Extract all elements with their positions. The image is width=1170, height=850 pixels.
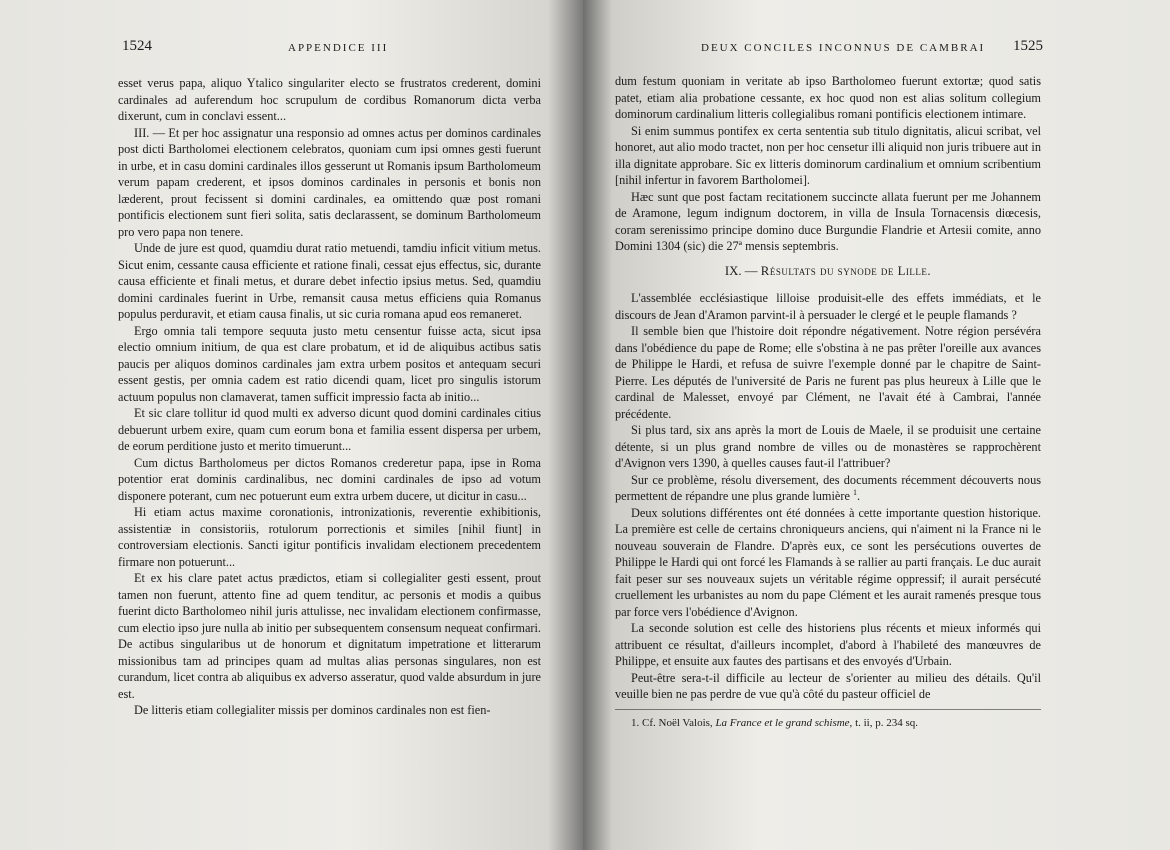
paragraph: esset verus papa, aliquo Ytalico singulariter electo se frustratos crederent, domini cardinales ad auferendum hoc scrupulum de cordibus Romanorum dicta verba dixerunt, cum in conclavi essent... [118, 76, 541, 123]
page-number: 1525 [1013, 38, 1043, 54]
left-page [0, 0, 583, 850]
footnote [615, 716, 1041, 730]
paragraph: Hi etiam actus maxime coronationis, intronizationis, reverentie exhibitionis, assistentiæ in consistoriis, rotulorum porrectionis et similes [nihil fiunt] in controversiam electionis. Sancti igitur pontificis invalidam electionem precedentem firmare non potuerunt... [118, 505, 541, 569]
paragraph: Si enim summus pontifex ex certa sententia sub titulo dignitatis, alicui scribat, vel honoret, aut alio modo tractet, non per hoc censetur illi aliquid non juris tribuere aut in illa dignitate approbare. Sic ex litteris dominorum cardinalium et omnium scribentium [nihil infertur in favorem Bartholomei]. [615, 123, 1041, 187]
paragraph: L'assemblée ecclésiastique lilloise produisit-elle des effets immédiats, et le discours de Jean d'Aramon parvint-il à persuader le clergé et le peuple flamands ? [615, 291, 1041, 322]
footnote-suffix: t. ii, p. 234 sq. [855, 716, 919, 729]
footnote-prefix: Cf. Noël Valois, [642, 716, 713, 729]
section-title: Résultats du synode de Lille. [760, 263, 932, 278]
paragraph: Si plus tard, six ans après la mort de Louis de Maele, il se produisit une certaine détente, si un plus grand nombre de villes ou de monastères se rapprochèrent d'Avignon vers 1390, à quelles causes faut-il l'attribuer? [615, 423, 1041, 470]
paragraph: Et ex his clare patet actus prædictos, etiam si collegialiter gesti essent, prout tamen non fuerunt, attento fine ad quem tenditur, ac personis et modis a quibus fuerint dicto Bartholomeo nihil juris attulisse, nec invalidam electionem confirmasse, cum electio ipso jure nulla ab initio per subsequentem consensum nequeat confirmari. De actibus singularibus ut de honorum et dignitatum impetratione et litterarum missionibus tam ad principes quam ad multas alias personas singulares, non est curandum, licet contra ab aliquibus ex adverso asseratur, quod valde absurdum in jure est. [118, 571, 541, 701]
section-heading [615, 263, 1041, 280]
paragraph: III. — Et per hoc assignatur una responsio ad omnes actus per dominos cardinales post dicti Bartholomei electionem celebratos, quoniam cum ipsi omnes gesti fuerunt in urbe, et in casu domini cardinales illos gesserunt ut Romanis ipsum Bartholomeum verum papam crederent, et ipsos dominos cardinales in personis et bonis non læderent, prout fecissent si domini cardinales, ea omittendo quæ post romani pontificis electionem sunt fieri solita, satis declarassent, se dominum Bartholomeum pro vero papa non tenere. [118, 125, 541, 239]
footnote-title: La France et le grand schisme, [715, 716, 853, 729]
paragraph: Et sic clare tollitur id quod multi ex adverso dicunt quod domini cardinales citius debuerunt urbem exire, quam cum eorum bona et familia essent dispersa per urbem, de eorum perditione justo et merito timuerunt... [118, 406, 541, 453]
paragraph: Cum dictus Bartholomeus per dictos Romanos crederetur papa, ipse in Roma potentior erat dominis cardinalibus, nec domini cardinales de ipso ad votum disponere poterant, cum nec potuerunt eum extra urbem ducere, ut dicitur in casu... [118, 455, 541, 503]
paragraph: dum festum quoniam in veritate ab ipso Bartholomeo fuerunt extortæ; quod satis patet, etiam alia probatione cessante, ex hoc quod non est alias solitum collegium dominorum cardinalium litteris collegialibus romani pontificis electionem intimare. [615, 74, 1041, 121]
paragraph: Sur ce problème, résolu diversement, des documents récemment découverts nous permettent de répandre une plus grande lumière $^1$. [615, 472, 1041, 503]
paragraph: Unde de jure est quod, quamdiu durat ratio metuendi, tamdiu inficit vitium metus. Sicut enim, cessante causa efficiente et ratione finali, cessat ejus effectus, sic, durante causa efficiente et finali metus, et durare debet infectio ipsius metus. Sed, quamdiu domini cardinales fuerint in Urbe, remansit causa metus efficiens quia Romanus populus perduravit, et etiam causa finalis, ut sic curia romana apud eos remaneret. [118, 241, 541, 321]
paragraph: Hæc sunt que post factam recitationem succincte allata fuerunt per me Johannem de Aramone, legum indignum doctorem, in villa de Insula Tornacensis diœcesis, coram serenissimo principe domino duce Burgundie Flandrie et Artesii comite, anno Domini 1304 (sic) die 27ª mensis septembris. [615, 189, 1041, 253]
section-number: IX. — [724, 263, 758, 278]
page-body [118, 75, 541, 719]
page-number: 1524 [122, 38, 152, 54]
page-body [615, 73, 1041, 730]
paragraph: Deux solutions différentes ont été données à cette importante question historique. La première est celle de certains chroniqueurs anciens, qui n'aiment ni la France ni le nouveau souverain de Flandre. D'après eux, ce sont les persécutions ouvertes de Philippe le Hardi qui ont forcé les Flamands à se rallier au parti français. Le duc aurait fait peser sur ses nouveaux sujets un véritable régime oppressif; il aurait persécuté cruellement les urbanistes au nom du pape Clément et les aurait ramenés presque tous par force vers l'obédience d'Avignon. [615, 505, 1041, 619]
paragraph: De litteris etiam collegialiter missis per dominos cardinales non est fien- [134, 703, 491, 717]
paragraph: La seconde solution est celle des historiens plus récents et mieux informés qui attribuent ce résultat, d'ailleurs incomplet, d'abord à l'habileté des manœuvres de Philippe, et ensuite aux fautes des partisans et des envoyés d'Urbain. [615, 621, 1041, 668]
running-head: APPENDICE III [288, 42, 389, 54]
paragraph: Ergo omnia tali tempore sequuta justo metu censentur fuisse acta, sicut ipsa electio omnium initium, de qua est clare probatum, et id de aliquibus actibus satis paucis per aliquos dominos cardinales jam extra urbem positos et antequam securi essent gestis, per omnia cadem est ratio dicendi quam, licet pro singulis istorum actuum populus non clamaverat, tamen sufficit impressio facta ab initio... [118, 323, 541, 404]
running-head: DEUX CONCILES INCONNUS DE CAMBRAI [701, 42, 986, 54]
footnote-divider [615, 709, 1041, 710]
footnote-reference: 1 [853, 487, 857, 497]
paragraph: Peut-être sera-t-il difficile au lecteur de s'orienter au milieu des détails. Qu'il veuille bien ne pas perdre de vue qu'à côté du pasteur officiel de [615, 670, 1041, 701]
right-page [583, 0, 1170, 850]
footnote-number: 1. [631, 716, 640, 729]
paragraph: Il semble bien que l'histoire doit répondre négativement. Notre région persévéra dans l'obédience du pape de Rome; elle s'obstina à ne pas prêter l'oreille aux avances de Philippe le Hardi, et refusa de suivre l'exemple donné par le chapitre de Saint-Pierre. Les députés de l'université de Paris ne furent pas plus heureux à Lille que le cardinal de Malesset, envoyé par Clément, ne l'avait été à Cambrai, l'année précédente. [615, 324, 1041, 421]
paragraph-text: Sur ce problème, résolu diversement, des documents récemment découverts nous permettent de répandre une plus grande lumière [615, 472, 1041, 503]
